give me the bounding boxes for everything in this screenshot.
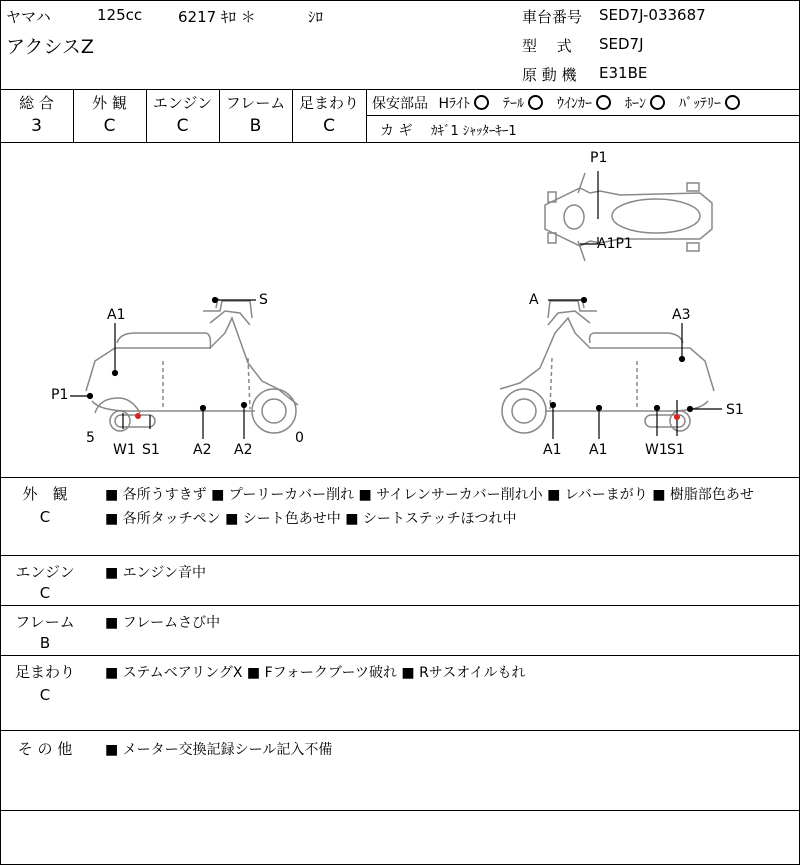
safety-item-headlight: Hﾗｲﾄ bbox=[438, 96, 470, 112]
note-line: ■ 各所タッチペン ■ シート色あせ中 ■ シートステッチほつれ中 bbox=[105, 511, 517, 527]
note-line: ■ メーター交換記録シール記入不備 bbox=[105, 742, 333, 758]
note-line: ■ ステムベアリングX ■ Fフォークブーツ破れ ■ Rサスオイルもれ bbox=[105, 665, 526, 681]
section-label-suspension: 足まわり bbox=[14, 663, 75, 681]
section-label-exterior: 外 観 bbox=[22, 485, 68, 503]
ok-circle-icon bbox=[474, 95, 489, 110]
grade-frame: B bbox=[249, 116, 262, 136]
displacement: 125cc bbox=[97, 6, 143, 24]
ok-circle-icon bbox=[650, 95, 665, 110]
safety-label: 保安部品 bbox=[372, 96, 428, 112]
grade-engine: C bbox=[176, 116, 189, 136]
note-line: ■ 各所うすきず ■ プーリーカバー削れ ■ サイレンサーカバー削れ小 ■ レバーまがり ■ 樹脂部色あせ bbox=[105, 487, 754, 503]
damage-marks bbox=[135, 413, 680, 420]
diagram-label: A1 bbox=[107, 307, 126, 323]
diagram-label: P1 bbox=[51, 387, 69, 403]
diagram-label: 0 bbox=[295, 430, 304, 446]
diagram-label: S1 bbox=[142, 442, 160, 458]
section-grade-suspension: C bbox=[39, 686, 51, 704]
grade-header-overall: 総 合 bbox=[19, 94, 54, 112]
ok-circle-icon bbox=[596, 95, 611, 110]
grade-header-suspension: 足まわり bbox=[298, 94, 359, 112]
diagram-label: S1 bbox=[726, 402, 744, 418]
mileage: 6217 ｷﾛ ＊ bbox=[178, 8, 256, 26]
diagram-label: W1 bbox=[113, 442, 136, 458]
type-label: 型 式 bbox=[522, 37, 572, 55]
chassis-value: SED7J-033687 bbox=[599, 6, 706, 24]
grade-exterior: C bbox=[103, 116, 116, 136]
diagram-label: W1 bbox=[645, 442, 668, 458]
divider bbox=[0, 605, 800, 606]
safety-parts-row bbox=[372, 93, 740, 113]
type-value: SED7J bbox=[599, 35, 644, 53]
engine-label: 原 動 機 bbox=[522, 66, 577, 84]
note-line: ■ フレームさび中 bbox=[105, 615, 221, 631]
divider bbox=[0, 730, 800, 731]
safety-item-battery: ﾊﾞｯﾃﾘｰ bbox=[678, 96, 721, 112]
grade-overall: 3 bbox=[31, 116, 42, 136]
model-name: アクシスZ bbox=[6, 36, 94, 58]
divider bbox=[0, 89, 800, 90]
color: ｼﾛ bbox=[308, 8, 324, 26]
keys-value: ｶｷﾞ1 ｼｬｯﾀｰｷｰ1 bbox=[431, 124, 517, 139]
diagram-label: A1P1 bbox=[597, 236, 633, 252]
diagram-label: S bbox=[259, 292, 268, 308]
note-line: ■ エンジン音中 bbox=[105, 565, 206, 581]
grade-header-engine: エンジン bbox=[152, 94, 213, 112]
grade-header-frame: フレーム bbox=[225, 94, 286, 112]
section-label-engine: エンジン bbox=[15, 563, 75, 581]
safety-item-tail: ﾃｰﾙ bbox=[502, 96, 524, 112]
section-label-other: そ の 他 bbox=[17, 740, 73, 758]
ok-circle-icon bbox=[725, 95, 740, 110]
diagram-label: A2 bbox=[234, 442, 253, 458]
diagram-label: A1 bbox=[589, 442, 608, 458]
divider bbox=[0, 810, 800, 811]
diagram-label: A bbox=[529, 292, 539, 308]
divider bbox=[0, 477, 800, 478]
section-grade-engine: C bbox=[39, 584, 51, 602]
diagram-label: A1 bbox=[543, 442, 562, 458]
diagram-label: 5 bbox=[86, 430, 95, 446]
section-label-frame: フレーム bbox=[15, 613, 75, 631]
ok-circle-icon bbox=[528, 95, 543, 110]
maker: ヤマハ bbox=[6, 8, 51, 26]
grade-suspension: C bbox=[323, 116, 335, 136]
safety-item-winker: ｳｲﾝｶｰ bbox=[556, 96, 592, 112]
divider bbox=[0, 655, 800, 656]
section-grade-frame: B bbox=[39, 634, 51, 652]
divider bbox=[0, 555, 800, 556]
divider bbox=[366, 115, 800, 116]
section-grade-exterior: C bbox=[39, 508, 51, 526]
divider bbox=[366, 89, 367, 142]
chassis-label: 車台番号 bbox=[522, 8, 583, 26]
diagram-label: A2 bbox=[193, 442, 212, 458]
diagram-label: S1 bbox=[667, 442, 685, 458]
diagram-label: P1 bbox=[590, 150, 608, 166]
keys-label: カ ギ bbox=[380, 123, 413, 139]
engine-value: E31BE bbox=[599, 64, 648, 82]
diagram-label: A3 bbox=[672, 307, 691, 323]
safety-item-horn: ﾎｰﾝ bbox=[624, 96, 646, 112]
grade-header-exterior: 外 観 bbox=[92, 94, 127, 112]
